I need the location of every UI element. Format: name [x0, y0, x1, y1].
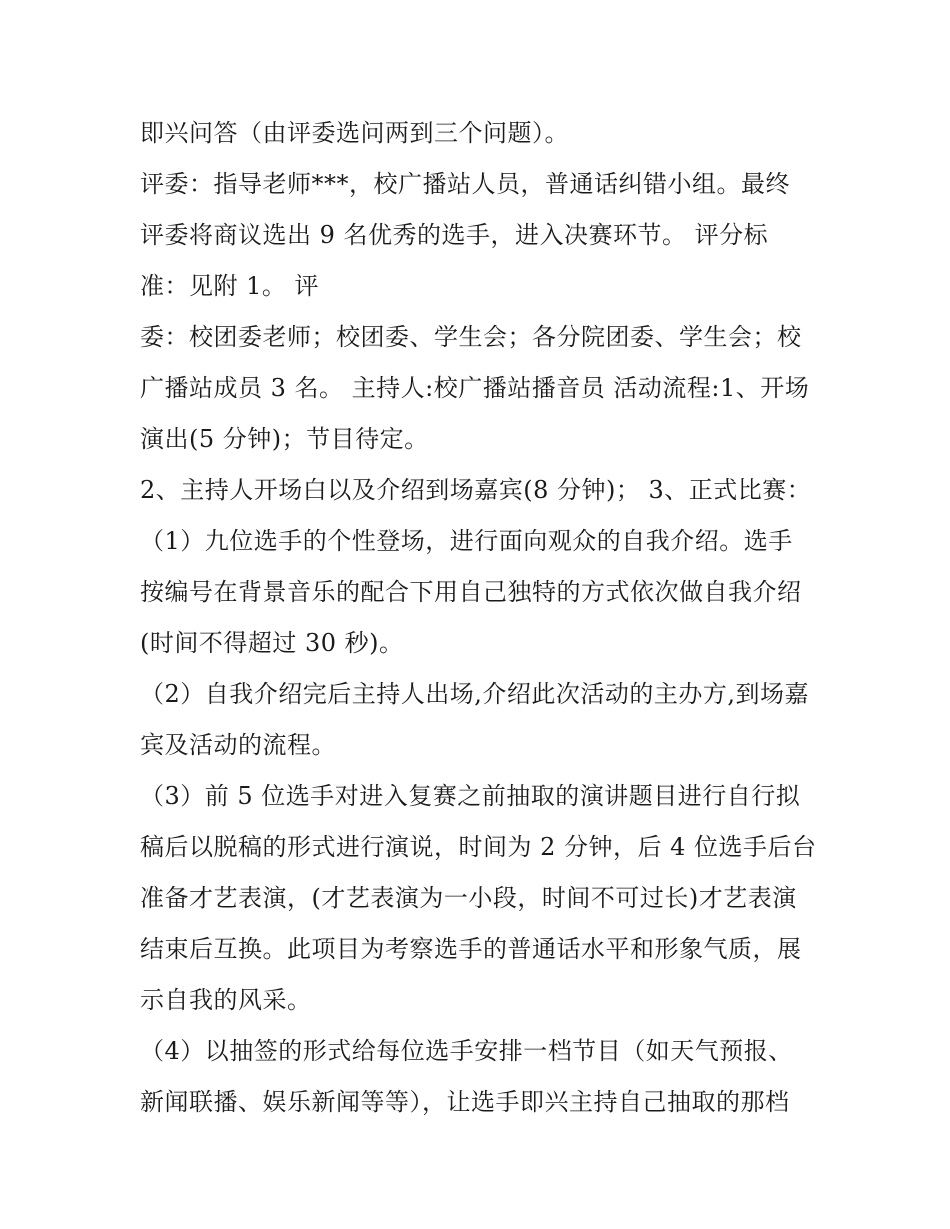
text-line: 评委：指导老师***，校广播站人员，普通话纠错小组。最终: [140, 170, 790, 198]
text-line: 演出(5 分钟)；节目待定。: [140, 425, 429, 453]
text-line: 即兴问答（由评委选问两到三个问题）。: [140, 119, 569, 147]
text-line: （3）前 5 位选手对进入复赛之前抽取的演讲题目进行自行拟: [140, 782, 801, 810]
text-line: （1）九位选手的个性登场，进行面向观众的自我介绍。选手: [140, 527, 793, 555]
text-line: 广播站成员 3 名。 主持人:校广播站播音员 活动流程:1、开场: [140, 374, 810, 402]
text-line: 结束后互换。此项目为考察选手的普通话水平和形象气质，展: [140, 935, 802, 963]
text-line: 准：见附 1。 评: [140, 272, 320, 300]
text-line: 稿后以脱稿的形式进行演说，时间为 2 分钟，后 4 位选手后台: [140, 833, 817, 861]
text-line: 按编号在背景音乐的配合下用自己独特的方式依次做自我介绍: [140, 578, 802, 606]
text-line: （2）自我介绍完后主持人出场,介绍此次活动的主办方,到场嘉: [140, 680, 810, 708]
text-line: 2、主持人开场白以及介绍到场嘉宾(8 分钟)； 3、正式比赛：: [140, 476, 812, 504]
text-line: 宾及活动的流程。: [140, 731, 336, 759]
text-line: （4）以抽签的形式给每位选手安排一档节目（如天气预报、: [140, 1037, 793, 1065]
text-line: 新闻联播、娱乐新闻等等），让选手即兴主持自己抽取的那档: [140, 1088, 790, 1116]
text-line: 评委将商议选出 9 名优秀的选手，进入决赛环节。 评分标: [140, 221, 769, 249]
text-line: 委：校团委老师；校团委、学生会；各分院团委、学生会；校: [140, 323, 802, 351]
text-line: 准备才艺表演，(才艺表演为一小段，时间不可过长)才艺表演: [140, 884, 797, 912]
body-text: [140, 108, 840, 1128]
text-line: (时间不得超过 30 秒)。: [140, 629, 404, 657]
text-line: 示自我的风采。: [140, 986, 312, 1014]
